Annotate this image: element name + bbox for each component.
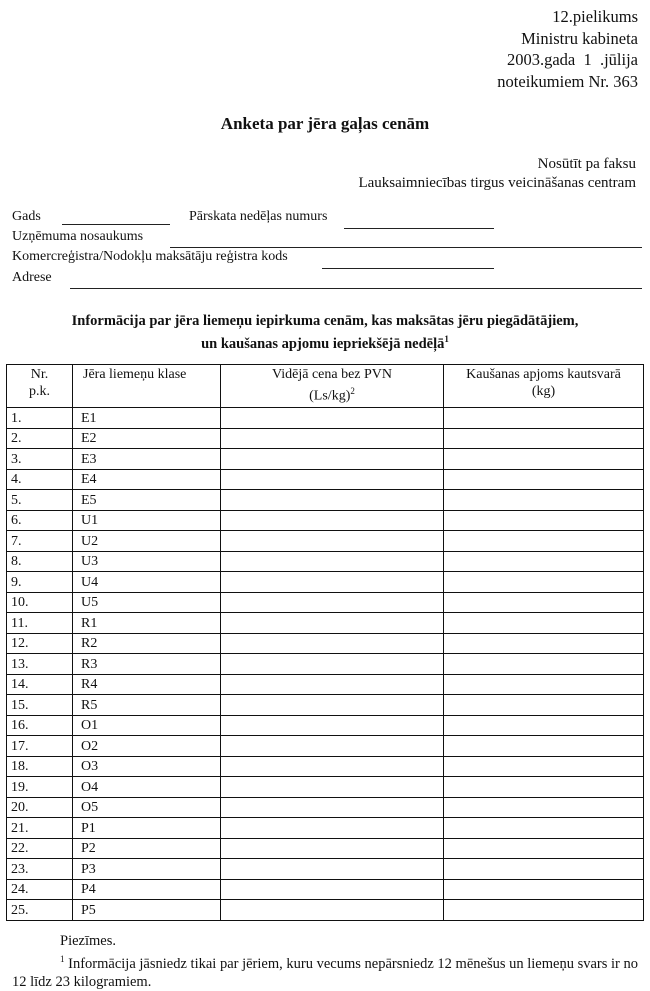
note-1-mark: 1 xyxy=(60,954,65,964)
table-row xyxy=(7,654,644,675)
table-row xyxy=(7,674,644,695)
price-table xyxy=(6,364,644,921)
row-number: 23. xyxy=(7,859,73,880)
row-class: P3 xyxy=(73,859,221,880)
row-class: U1 xyxy=(73,510,221,531)
header-price xyxy=(221,365,444,408)
row-class: R4 xyxy=(73,674,221,695)
header-volume-line-2: (kg) xyxy=(531,384,556,399)
row-number: 14. xyxy=(7,674,73,695)
week-label: Pārskata nedēļas numurs xyxy=(189,209,328,224)
note-1-text: Informācija jāsniedz tikai par jēriem, kuru vecums nepārsniedz 12 mēnešus un liemeņu svars ir no 12 līdz 23 kilogramiem. xyxy=(12,955,639,990)
row-number: 9. xyxy=(7,572,73,593)
row-volume-cell[interactable] xyxy=(444,449,644,470)
note-1 xyxy=(12,950,638,991)
table-header-row xyxy=(7,365,644,408)
table-row xyxy=(7,900,644,921)
row-price-cell[interactable] xyxy=(221,551,444,572)
row-volume-cell[interactable] xyxy=(444,736,644,757)
row-price-cell[interactable] xyxy=(221,695,444,716)
row-volume-cell[interactable] xyxy=(444,531,644,552)
row-number: 17. xyxy=(7,736,73,757)
row-class: U3 xyxy=(73,551,221,572)
info-heading-line-2-text: un kaušanas apjomu iepriekšējā nedēļā xyxy=(201,335,445,352)
row-class: E2 xyxy=(73,428,221,449)
address-field[interactable] xyxy=(70,288,642,289)
header-nr xyxy=(7,365,73,408)
row-number: 1. xyxy=(7,408,73,429)
row-volume-cell[interactable] xyxy=(444,633,644,654)
info-heading-line-2 xyxy=(0,330,650,353)
row-class: U5 xyxy=(73,592,221,613)
row-volume-cell[interactable] xyxy=(444,572,644,593)
table-row xyxy=(7,490,644,511)
row-class: P4 xyxy=(73,879,221,900)
row-class: R3 xyxy=(73,654,221,675)
row-volume-cell[interactable] xyxy=(444,777,644,798)
row-number: 19. xyxy=(7,777,73,798)
row-volume-cell[interactable] xyxy=(444,695,644,716)
registry-field[interactable] xyxy=(322,268,494,269)
row-price-cell[interactable] xyxy=(221,756,444,777)
row-class: O1 xyxy=(73,715,221,736)
row-price-cell[interactable] xyxy=(221,633,444,654)
notes-block xyxy=(12,932,638,991)
row-price-cell[interactable] xyxy=(221,879,444,900)
table-row xyxy=(7,695,644,716)
row-number: 15. xyxy=(7,695,73,716)
row-price-cell[interactable] xyxy=(221,654,444,675)
table-row xyxy=(7,633,644,654)
row-number: 2. xyxy=(7,428,73,449)
row-class: O3 xyxy=(73,756,221,777)
header-volume-line-1: Kaušanas apjoms kautsvarā xyxy=(466,367,621,382)
row-volume-cell[interactable] xyxy=(444,715,644,736)
row-number: 25. xyxy=(7,900,73,921)
header-nr-line-2: p.k. xyxy=(29,384,50,399)
row-number: 3. xyxy=(7,449,73,470)
table-row xyxy=(7,592,644,613)
row-number: 18. xyxy=(7,756,73,777)
row-volume-cell[interactable] xyxy=(444,797,644,818)
table-row xyxy=(7,838,644,859)
row-volume-cell[interactable] xyxy=(444,490,644,511)
row-volume-cell[interactable] xyxy=(444,859,644,880)
row-price-cell[interactable] xyxy=(221,592,444,613)
row-price-cell[interactable] xyxy=(221,900,444,921)
row-number: 11. xyxy=(7,613,73,634)
row-volume-cell[interactable] xyxy=(444,428,644,449)
table-row xyxy=(7,777,644,798)
row-class: E3 xyxy=(73,449,221,470)
row-class: E4 xyxy=(73,469,221,490)
row-number: 5. xyxy=(7,490,73,511)
year-label: Gads xyxy=(12,209,41,224)
row-volume-cell[interactable] xyxy=(444,818,644,839)
row-number: 20. xyxy=(7,797,73,818)
row-number: 7. xyxy=(7,531,73,552)
table-row xyxy=(7,756,644,777)
row-number: 22. xyxy=(7,838,73,859)
week-field[interactable] xyxy=(344,228,494,229)
row-class: P2 xyxy=(73,838,221,859)
table-row xyxy=(7,859,644,880)
row-volume-cell[interactable] xyxy=(444,879,644,900)
header-class: Jēra liemeņu klase xyxy=(73,365,221,408)
row-price-cell[interactable] xyxy=(221,469,444,490)
row-number: 10. xyxy=(7,592,73,613)
annex-line-4: noteikumiem Nr. 363 xyxy=(497,71,638,91)
row-price-cell[interactable] xyxy=(221,490,444,511)
row-class: R1 xyxy=(73,613,221,634)
info-heading-line-1: Informācija par jēra liemeņu iepirkuma cenām, kas maksātas jēru piegādātājiem, xyxy=(71,313,579,329)
row-price-cell[interactable] xyxy=(221,736,444,757)
row-class: O2 xyxy=(73,736,221,757)
info-heading xyxy=(0,312,650,353)
table-row xyxy=(7,613,644,634)
row-price-cell[interactable] xyxy=(221,715,444,736)
table-row xyxy=(7,551,644,572)
send-to-line-1: Nosūtīt pa faksu xyxy=(537,156,636,172)
row-volume-cell[interactable] xyxy=(444,592,644,613)
row-price-cell[interactable] xyxy=(221,818,444,839)
table-row xyxy=(7,818,644,839)
row-number: 16. xyxy=(7,715,73,736)
table-row xyxy=(7,572,644,593)
table-row xyxy=(7,510,644,531)
row-number: 6. xyxy=(7,510,73,531)
form-title: Anketa par jēra gaļas cenām xyxy=(220,114,430,133)
table-row xyxy=(7,797,644,818)
company-label: Uzņēmuma nosaukums xyxy=(12,229,144,244)
row-number: 8. xyxy=(7,551,73,572)
row-class: E1 xyxy=(73,408,221,429)
row-class: R2 xyxy=(73,633,221,654)
notes-title: Piezīmes. xyxy=(60,933,116,949)
row-price-cell[interactable] xyxy=(221,777,444,798)
info-heading-footnote-mark: 1 xyxy=(444,334,449,344)
header-price-line-2 xyxy=(223,383,441,405)
row-number: 24. xyxy=(7,879,73,900)
header-price-footnote-mark: 2 xyxy=(350,386,355,396)
row-price-cell[interactable] xyxy=(221,674,444,695)
row-price-cell[interactable] xyxy=(221,510,444,531)
row-volume-cell[interactable] xyxy=(444,654,644,675)
table-row xyxy=(7,469,644,490)
row-class: P1 xyxy=(73,818,221,839)
row-price-cell[interactable] xyxy=(221,613,444,634)
row-price-cell[interactable] xyxy=(221,531,444,552)
row-volume-cell[interactable] xyxy=(444,551,644,572)
row-price-cell[interactable] xyxy=(221,797,444,818)
row-class: R5 xyxy=(73,695,221,716)
table-row xyxy=(7,531,644,552)
row-number: 4. xyxy=(7,469,73,490)
annex-number: 12.pielikums xyxy=(552,7,638,26)
row-price-cell[interactable] xyxy=(221,449,444,470)
row-price-cell[interactable] xyxy=(221,428,444,449)
header-nr-line-1: Nr. xyxy=(30,367,49,382)
registry-label: Komercreģistra/Nodokļu maksātāju reģistra kods xyxy=(12,249,288,264)
row-class: U4 xyxy=(73,572,221,593)
row-class: E5 xyxy=(73,490,221,511)
row-volume-cell[interactable] xyxy=(444,900,644,921)
row-volume-cell[interactable] xyxy=(444,510,644,531)
row-volume-cell[interactable] xyxy=(444,674,644,695)
year-field[interactable] xyxy=(62,224,170,225)
row-number: 12. xyxy=(7,633,73,654)
annex-reference xyxy=(497,6,638,92)
row-price-cell[interactable] xyxy=(221,838,444,859)
row-number: 13. xyxy=(7,654,73,675)
address-label: Adrese xyxy=(12,270,52,285)
row-volume-cell[interactable] xyxy=(444,469,644,490)
annex-line-3: 2003.gada 1 .jūlija xyxy=(506,50,638,69)
row-volume-cell[interactable] xyxy=(444,838,644,859)
header-volume xyxy=(444,365,644,408)
row-price-cell[interactable] xyxy=(221,572,444,593)
send-to-block xyxy=(358,155,636,193)
header-price-unit: (Ls/kg) xyxy=(309,388,351,404)
table-row xyxy=(7,715,644,736)
row-volume-cell[interactable] xyxy=(444,408,644,429)
header-price-line-1: Vidējā cena bez PVN xyxy=(271,367,393,382)
row-number: 21. xyxy=(7,818,73,839)
table-row xyxy=(7,408,644,429)
row-volume-cell[interactable] xyxy=(444,613,644,634)
annex-line-2: Ministru kabineta xyxy=(521,28,638,48)
row-class: O4 xyxy=(73,777,221,798)
row-class: U2 xyxy=(73,531,221,552)
row-price-cell[interactable] xyxy=(221,859,444,880)
table-row xyxy=(7,879,644,900)
table-row xyxy=(7,449,644,470)
send-to-line-2: Lauksaimniecības tirgus veicināšanas centram xyxy=(358,175,636,191)
row-class: O5 xyxy=(73,797,221,818)
table-row xyxy=(7,428,644,449)
table-row xyxy=(7,736,644,757)
row-price-cell[interactable] xyxy=(221,408,444,429)
row-volume-cell[interactable] xyxy=(444,756,644,777)
company-field[interactable] xyxy=(170,247,642,248)
row-class: P5 xyxy=(73,900,221,921)
